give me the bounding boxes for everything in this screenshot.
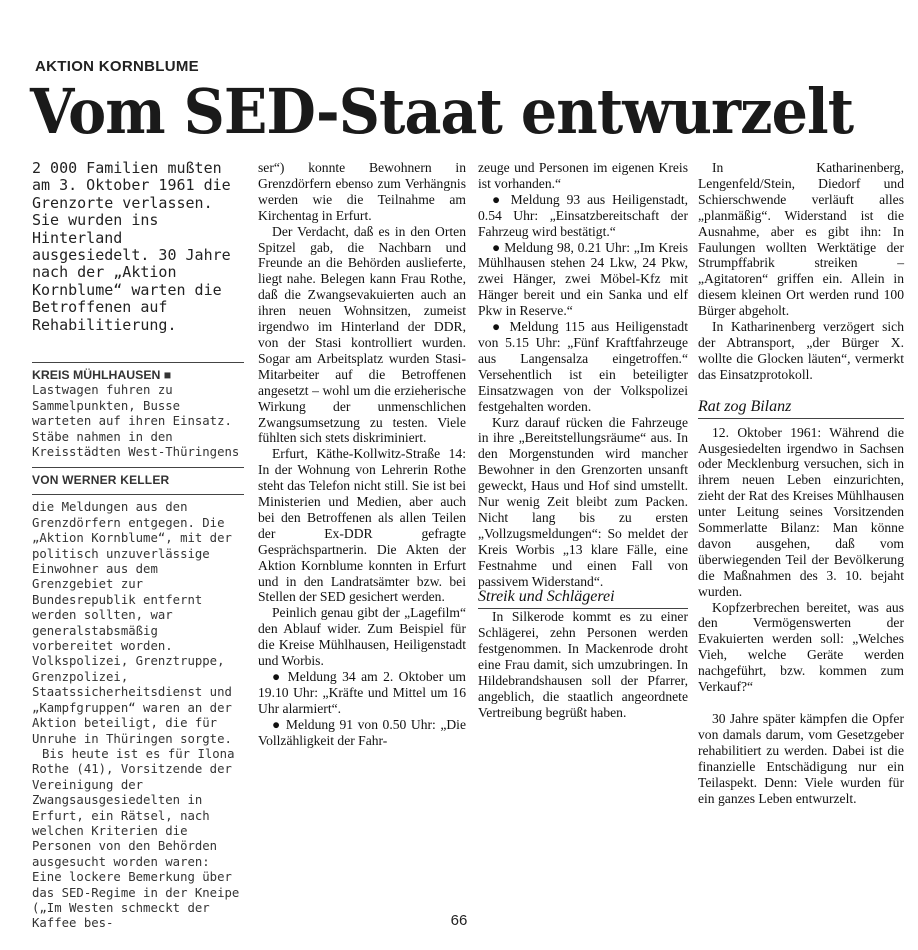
paragraph: ● Meldung 93 aus Heiligenstadt, 0.54 Uhr: „Einsatzbereitschaft der Fahrzeug wird bestätigt.“ (478, 191, 688, 239)
paragraph: ● Meldung 34 am 2. Oktober um 19.10 Uhr: „Kräfte und Mittel um 16 Uhr alarmiert“. (258, 669, 466, 716)
column-4 (698, 160, 904, 806)
paragraph: Kopfzerbrechen bereitet, was aus den Vermögenswerten der Evakuierten werden soll: „Welches Vieh, welche Geräte werden nachgeführt, bzw. kommen zum Verkauf?“ (698, 599, 904, 695)
kicker: AKTION KORNBLUME (35, 58, 199, 75)
subhead-balance: Rat zog Bilanz (698, 399, 904, 419)
column-3 (478, 160, 688, 721)
intro-paragraph (32, 368, 244, 460)
paragraph: Der Verdacht, daß es in den Orten Spitzel gab, die Nachbarn und Freunde an die Behörden auslieferte, liegt nahe. Belegen kann Frau Rothe, daß die Zwangsevakuierten auch an ihren neuen Wohnsitzen, zumeist irgendwo im Hinterland der DDR, von der Stasi kontrolliert wurden. Sogar am Arbeitsplatz wurden Stasi-Mitarbeiter auf die Betroffenen angesetzt – wohl um die erzieherische Wirkung der unmenschlichen Zwangsumsetzung zu testen. Viele fühlten sich stets diskriminiert. (258, 223, 466, 446)
byline: VON WERNER KELLER (32, 472, 170, 487)
divider (32, 362, 244, 363)
headline: Vom SED-Staat entwurzelt (30, 75, 854, 148)
paragraph: Kurz darauf rücken die Fahrzeuge in ihre „Bereitstellungsräume“ aus. In den Morgenstunden wird mancher Bewohner in den Grenzorten unsanft geweckt, Haus und Hof sind umstellt. Nur wenig Zeit bleibt zum Packen. Nicht lang bis zu ersten „Vollzugsmeldungen“: So meldet der Kreis Worbis „13 klare Fälle, eine Festnahme und einen Fall von passivem Widerstand“. (478, 414, 688, 589)
lead-text: 2 000 Familien mußten am 3. Oktober 1961 die Grenzorte verlassen. Sie wurden ins Hinterland ausgesiedelt. 30 Jahre nach der „Aktion Kornblume“ warten die Betroffenen auf Rehabilitierung. (32, 159, 231, 334)
column-1 (32, 160, 244, 932)
column-1-body (32, 500, 244, 931)
paragraph: In Silkerode kommt es zu einer Schlägerei, zehn Personen werden festgenommen. In Mackenrode droht eine Frau damit, sich umzubringen. In Hildebrandshausen soll der Pfarrer, angeblich, die staatlich angeordnete Vertreibung begrüßt haben. (478, 609, 688, 720)
paragraph: 30 Jahre später kämpfen die Opfer von damals darum, vom Gesetzgeber rehabilitiert zu werden. Dabei ist die finanzielle Entschädigung nur ein Teilaspekt. Denn: Viele wurden für ein ganzes Leben entwurzelt. (698, 711, 904, 806)
column-2 (258, 160, 466, 749)
paragraph: ser“) konnte Bewohnern in Grenzdörfern ebenso zum Verhängnis werden wie die Teilnahme am Kirchentag in Erfurt. (258, 160, 466, 223)
intro-text: Lastwagen fuhren zu Sammelpunkten, Busse warteten auf ihren Einsatz. Stäbe nahmen in den Kreisstädten West-Thüringens (32, 383, 240, 460)
divider (32, 467, 244, 468)
paragraph: ● Meldung 91 von 0.50 Uhr: „Die Vollzähligkeit der Fahr- (258, 716, 466, 748)
paragraph: Peinlich genau gibt der „Lagefilm“ den Ablauf wider. Zum Beispiel für die Kreise Mühlhausen, Heiligenstadt und Worbis. (258, 605, 466, 669)
paragraph: ● Meldung 98, 0.21 Uhr: „Im Kreis Mühlhausen stehen 24 Lkw, 24 Pkw, zwei Hänger, zwei Möbel-Kfz mit Hänger bereit und ein Sanka und elf Pkw in Reserve.“ (478, 239, 688, 319)
paragraph: zeuge und Personen im eigenen Kreis ist vorhanden.“ (478, 160, 688, 191)
subhead-strike: Streik und Schlägerei (478, 589, 688, 609)
paragraph: 12. Oktober 1961: Während die Ausgesiedelten irgendwo in Sachsen oder Mecklenburg versuchen, sich in ihrem neuen Leben einzurichten, zieht der Rat des Kreises Mühlhausen unter Leitung seines Vorsitzenden Sommerlatte Bilanz: Man könne davon ausgehen, daß vom überwiegenden Teil der Bevölkerung die Maßnahmen des 3. 10. bejaht wurden. (698, 424, 904, 599)
intro (32, 368, 244, 460)
paragraph: die Meldungen aus den Grenzdörfern entgegen. Die „Aktion Kornblume“, mit der politisch unzuverlässige Einwohner aus dem Grenzgebiet zur Bundesrepublik entfernt werden sollten, war generalstabsmäßig vorbereitet worden. Volkspolizei, Grenztruppe, Grenzpolizei, Staatssicherheitsdienst und „Kampfgruppen“ waren an der Aktion beteiligt, die für Unruhe in Thüringen sorgte. (32, 500, 232, 746)
paragraph: Bis heute ist es für Ilona Rothe (41), Vorsitzende der Vereinigung der Zwangsausgesiedelten in Erfurt, ein Rätsel, nach welchen Kriterien die Personen von den Behörden ausgesucht worden waren: Eine lockere Bemerkung über das SED-Regime in der Kneipe („Im Westen schmeckt der Kaffee bes- (32, 746, 240, 931)
intro-label: KREIS MÜHLHAUSEN ■ (32, 368, 172, 383)
page-number: 66 (450, 912, 468, 929)
paragraph: In Katharinenberg, Lengenfeld/Stein, Diedorf und Schierschwende verläuft alles „planmäßig“. Widerstand ist die Ausnahme, aber es gibt ihn: In Faulungen wollten Werktätige der Strumpffabrik streiken – „Agitatoren“ griffen ein. Allein in diesem kleinen Ort werden rund 100 Bürger abgeholt. (698, 160, 904, 319)
paragraph: In Katharinenberg verzögert sich der Abtransport, „der Bürger X. wollte die Glocken läuten“, vermerkt das Einsatzprotokoll. (698, 319, 904, 382)
divider (32, 494, 244, 495)
paragraph: Erfurt, Käthe-Kollwitz-Straße 14: In der Wohnung von Lehrerin Rothe steht das Telefon nicht still. Sie ist bei Ministerien und Medien, aber auch bei den Betroffenen als allen Teilen der Ex-DDR gefragte Gesprächspartnerin. Die Akten der Aktion Kornblume konnten in Erfurt und in den Landratsämter bzw. bei Stellen der SED gesichert werden. (258, 446, 466, 605)
paragraph: ● Meldung 115 aus Heiligenstadt von 5.15 Uhr: „Fünf Kraftfahrzeuge aus Langensalza eingetroffen.“ Versehentlich ist ein beteiligter Einsatzwagen von der Volkspolizei festgehalten worden. (478, 319, 688, 414)
